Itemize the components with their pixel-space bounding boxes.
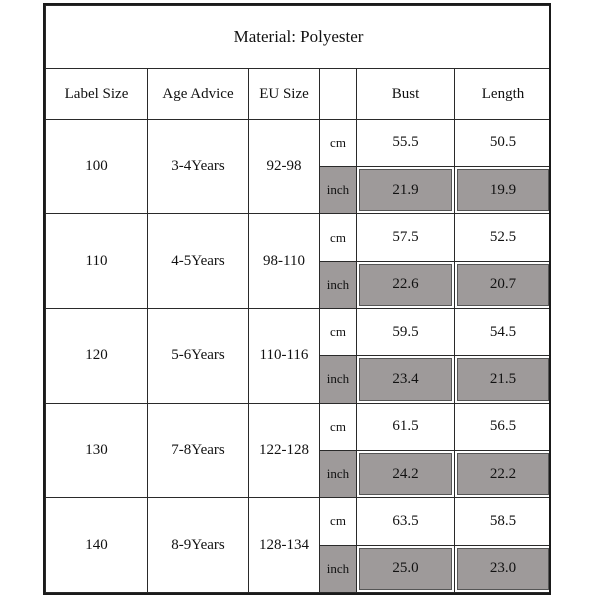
length-inch-value: 21.5 <box>457 358 549 400</box>
label-size-cell: 130 <box>46 403 148 498</box>
bust-inch-value: 24.2 <box>359 453 452 495</box>
header-age-advice: Age Advice <box>148 69 249 119</box>
header-row <box>46 69 552 119</box>
length-inch-value: 23.0 <box>457 548 549 590</box>
bust-inch-cell <box>357 450 455 497</box>
length-cm-cell: 50.5 <box>455 119 552 166</box>
unit-inch-label: inch <box>320 167 357 214</box>
length-cm-cell: 56.5 <box>455 403 552 450</box>
label-size-cell: 110 <box>46 214 148 309</box>
bust-inch-value: 25.0 <box>359 548 452 590</box>
table-row <box>46 403 552 450</box>
title-row <box>46 6 552 69</box>
eu-size-cell: 92-98 <box>249 119 320 214</box>
unit-inch-label: inch <box>320 450 357 497</box>
label-size-cell: 120 <box>46 309 148 404</box>
header-bust: Bust <box>357 69 455 119</box>
length-inch-value: 19.9 <box>457 169 549 211</box>
label-size-cell: 100 <box>46 119 148 214</box>
eu-size-cell: 128-134 <box>249 498 320 593</box>
unit-inch-label: inch <box>320 545 357 592</box>
unit-cm-label: cm <box>320 403 357 450</box>
bust-inch-value: 23.4 <box>359 358 452 400</box>
unit-inch-label: inch <box>320 261 357 308</box>
unit-cm-label: cm <box>320 119 357 166</box>
eu-size-cell: 122-128 <box>249 403 320 498</box>
bust-inch-cell <box>357 167 455 214</box>
length-inch-cell <box>455 167 552 214</box>
length-inch-cell <box>455 356 552 403</box>
bust-cm-cell: 61.5 <box>357 403 455 450</box>
unit-inch-label: inch <box>320 356 357 403</box>
age-advice-cell: 7-8Years <box>148 403 249 498</box>
unit-cm-label: cm <box>320 214 357 261</box>
eu-size-cell: 98-110 <box>249 214 320 309</box>
length-cm-cell: 52.5 <box>455 214 552 261</box>
length-inch-value: 20.7 <box>457 264 549 306</box>
bust-cm-cell: 57.5 <box>357 214 455 261</box>
age-advice-cell: 8-9Years <box>148 498 249 593</box>
header-eu-size: EU Size <box>249 69 320 119</box>
header-unit <box>320 69 357 119</box>
size-chart <box>43 3 551 595</box>
bust-inch-cell <box>357 545 455 592</box>
bust-cm-cell: 59.5 <box>357 309 455 356</box>
length-cm-cell: 58.5 <box>455 498 552 545</box>
material-title: Material: Polyester <box>46 6 552 69</box>
bust-inch-value: 22.6 <box>359 264 452 306</box>
bust-inch-cell <box>357 356 455 403</box>
length-inch-value: 22.2 <box>457 453 549 495</box>
table-row <box>46 498 552 545</box>
length-cm-cell: 54.5 <box>455 309 552 356</box>
length-inch-cell <box>455 450 552 497</box>
table-row <box>46 119 552 166</box>
table-row <box>46 214 552 261</box>
header-length: Length <box>455 69 552 119</box>
age-advice-cell: 3-4Years <box>148 119 249 214</box>
table-row <box>46 309 552 356</box>
label-size-cell: 140 <box>46 498 148 593</box>
bust-inch-value: 21.9 <box>359 169 452 211</box>
age-advice-cell: 4-5Years <box>148 214 249 309</box>
length-inch-cell <box>455 545 552 592</box>
eu-size-cell: 110-116 <box>249 309 320 404</box>
length-inch-cell <box>455 261 552 308</box>
age-advice-cell: 5-6Years <box>148 309 249 404</box>
bust-inch-cell <box>357 261 455 308</box>
unit-cm-label: cm <box>320 498 357 545</box>
header-label-size: Label Size <box>46 69 148 119</box>
bust-cm-cell: 63.5 <box>357 498 455 545</box>
size-table <box>45 5 551 593</box>
bust-cm-cell: 55.5 <box>357 119 455 166</box>
unit-cm-label: cm <box>320 309 357 356</box>
